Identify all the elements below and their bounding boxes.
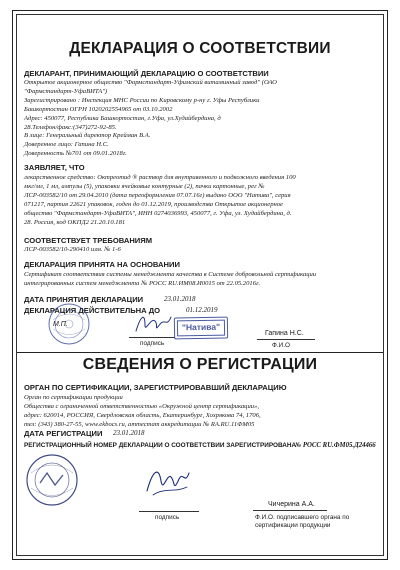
signer-name-line	[257, 339, 315, 340]
reg-date-value: 23.01.2018	[113, 429, 145, 437]
registrar-caption-line: Ф.И.О. подписавшего органа по	[255, 514, 350, 521]
registrar-caption-line: сертификации продукции	[255, 521, 331, 529]
stamp-text: "Натива"	[181, 321, 221, 333]
declares-details	[24, 173, 296, 227]
document-inner-border	[16, 14, 384, 556]
declares-line: 28. Россия, код ОКПД2 21.20.10.181	[24, 219, 126, 226]
reg-number: № РОСС RU.ФМ05.Д24466	[295, 442, 376, 449]
org-line: тел: (343) 380-27-55, www.ekbocs.ru, аттестат аккредитации № RA.RU.11ФМ05	[24, 421, 255, 429]
signature-icon	[133, 311, 173, 337]
org-line: адрес: 620014, РОССИЯ, Свердловская область, Екатеринбург, Хохрякова 74, 1706,	[24, 412, 261, 420]
applicant-line: 28.Телефон/факс:(347)272-92-85.	[24, 123, 117, 131]
signer-name: Гапина Н.С.	[265, 330, 304, 337]
mp-label: М.П.	[53, 321, 68, 328]
requirements-line: ЛСР-003582/10-290410 изм. № 1-6	[24, 246, 121, 253]
registrar-caption	[255, 514, 350, 529]
declares-heading: ЗАЯВЛЯЕТ, ЧТО	[24, 163, 85, 172]
declares-line: ЛСР-003582/10 от 29.04.2010 (дата переоформления 07.07.16г) выдано ООО "Натива", серия	[24, 192, 291, 199]
org-line: Орган по сертификации продукции	[24, 394, 123, 401]
section-divider	[17, 352, 383, 353]
declaration-title: ДЕКЛАРАЦИЯ О СООТВЕТСТВИИ	[69, 40, 331, 57]
registrar-name: Чичерина А.А.	[268, 501, 315, 508]
registrar-signature-icon	[143, 463, 191, 499]
applicant-heading: ДЕКЛАРАНТ, ПРИНИМАЮЩИЙ ДЕКЛАРАЦИЮ О СООТВЕТСТВИИ	[24, 69, 269, 78]
fio-caption: Ф.И.О	[272, 342, 290, 349]
registrar-name-line	[253, 510, 327, 511]
valid-until-value: 01.12.2019	[186, 306, 218, 314]
basis-line: интегрированных систем менеджмента № РОСС RU.ИМ08.И0015 от 22.05.2016г.	[24, 280, 261, 287]
declares-line: лекарственное средство: Октреотид ® раствор для внутривенного и подкожного введения 100	[24, 174, 296, 181]
applicant-line: Зарегистрировано : Инспекция МНС России по Кировскому р-ну г. Уфы Республики	[24, 96, 260, 104]
applicant-line: Адрес: 450077, Республика Башкортостан, г.Уфа, ул.Худайбердина, д	[24, 114, 221, 122]
registration-title: СВЕДЕНИЯ О РЕГИСТРАЦИИ	[82, 356, 318, 373]
applicant-line: Доверенное лицо: Гапина Н.С.	[24, 141, 109, 149]
org-line: Общества с ограниченной ответственностью «Окружной центр сертификации»,	[24, 403, 259, 411]
basis-details	[24, 270, 316, 288]
declares-line: мкг/мл, 1 мл, ампулы (5), упаковки ячейковые контурные (2), пачки картонные, рег №	[24, 183, 265, 190]
reg-number-label: РЕГИСТРАЦИОННЫЙ НОМЕР ДЕКЛАРАЦИИ О СООТВЕТСТВИИ ЗАРЕГИСТРИРОВАНА	[24, 442, 297, 449]
applicant-line: Открытое акционерное общество "Фармстандарт-Уфимский витаминный завод" (ОАО	[24, 79, 277, 86]
date-label: ДАТА ПРИНЯТИЯ ДЕКЛАРАЦИИ	[24, 295, 144, 304]
basis-heading: ДЕКЛАРАЦИЯ ПРИНЯТА НА ОСНОВАНИИ	[24, 260, 180, 269]
basis-line: Сертификат соответствия системы менеджмента качества в Системе добровольной сертификации	[24, 271, 317, 278]
applicant-line: В лице: Генеральный директор Крейман В.А.	[24, 132, 151, 140]
declares-line: общество "Фармстандарт-УфаВИТА", ИНН 0274036993, 450077, г. Уфа, ул. Худайбердина, д.	[24, 210, 292, 217]
org-heading: ОРГАН ПО СЕРТИФИКАЦИИ, ЗАРЕГИСТРИРОВАВШИЙ ДЕКЛАРАЦИЮ	[24, 383, 287, 392]
applicant-line: Доверенность №701 от 09.01.2018г.	[24, 150, 127, 158]
reg-date-label: ДАТА РЕГИСТРАЦИИ	[24, 429, 103, 438]
registrar-signature-line	[139, 511, 199, 512]
company-stamp	[174, 317, 228, 340]
valid-until-label: ДЕКЛАРАЦИЯ ДЕЙСТВИТЕЛЬНА ДО	[24, 306, 161, 315]
registrar-signature-caption: подпись	[155, 514, 180, 521]
document-frame	[12, 10, 388, 560]
declares-line: 071217, партия 22621 упаковок, годен до 01.12.2019, производства Открытое акционерное	[24, 201, 283, 208]
applicant-line: "Фармстандарт-УфаВИТА")	[24, 87, 108, 95]
org-details	[24, 393, 261, 429]
signature-line	[129, 337, 175, 338]
applicant-line: Башкортостан ОГРН 1020202554965 от 03.10.2002	[24, 105, 173, 113]
signature-caption: подпись	[140, 340, 165, 347]
applicant-details	[24, 79, 277, 159]
requirements-heading: СООТВЕТСТВУЕТ ТРЕБОВАНИЯМ	[24, 236, 153, 245]
date-value: 23.01.2018	[164, 295, 196, 303]
certification-seal-icon	[25, 453, 79, 507]
